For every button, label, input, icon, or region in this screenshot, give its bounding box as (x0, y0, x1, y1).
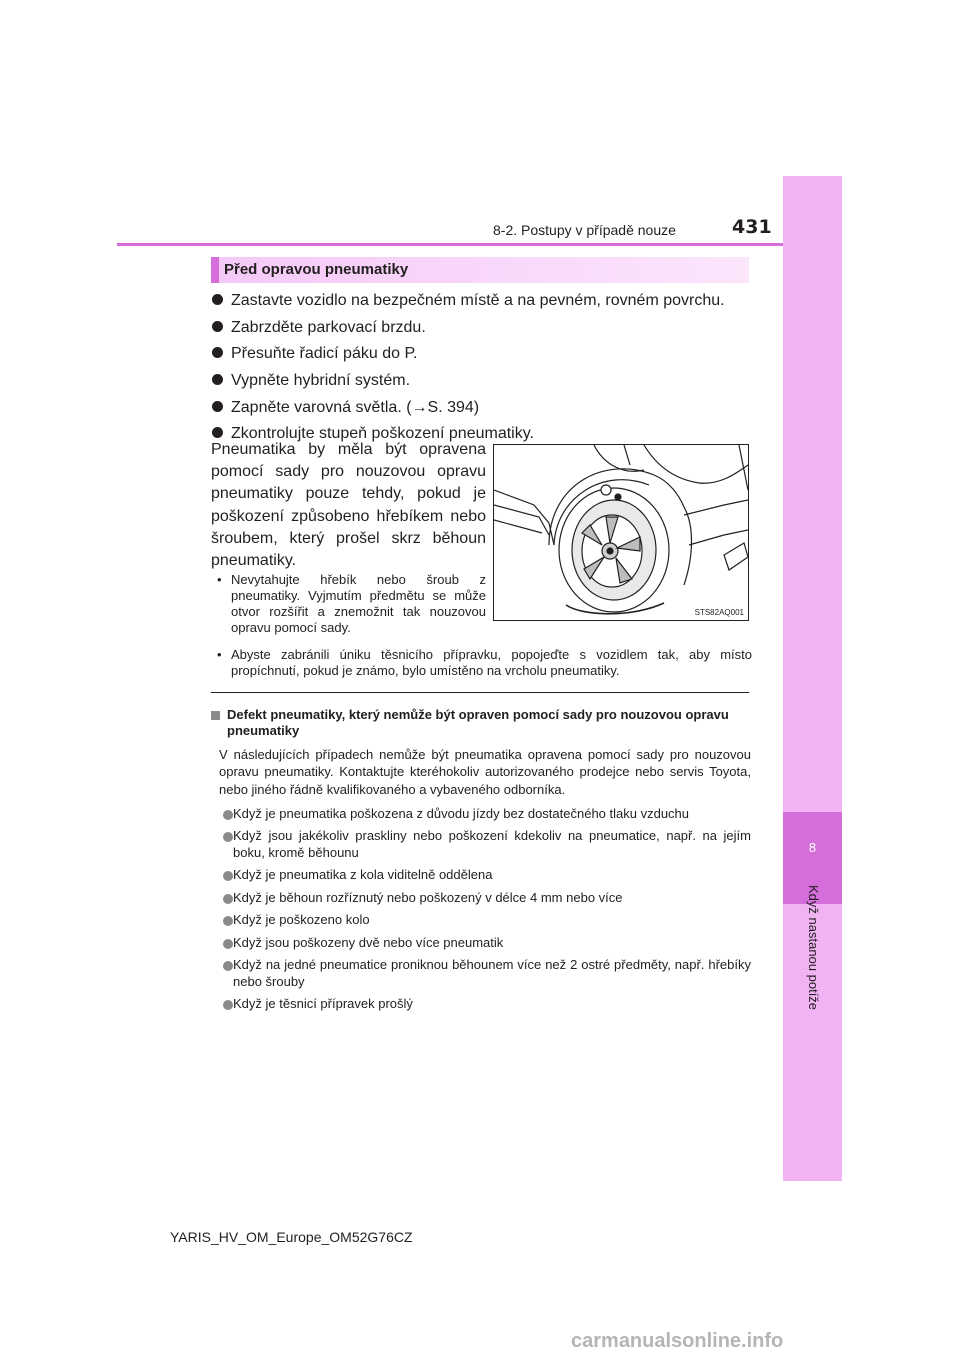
list-item: Když je pneumatika z kola viditelně oddělena (211, 867, 751, 884)
list-item: Zabrzděte parkovací brzdu. (211, 319, 756, 338)
flat-tire-drawing (494, 445, 748, 620)
subsection-body: V následujících případech nemůže být pneumatika opravena pomocí sady pro nouzovou opravu pneumatiky. Kontaktujte kteréhokoliv autorizovaného prodejce nebo servis Toyota, nebo jiného řádně kvalifikovaného a vybaveného odborníka. (219, 747, 751, 797)
bullet-icon (223, 939, 233, 949)
bullet-icon (212, 294, 223, 305)
list-item[interactable]: Zapněte varovná světla. (→S. 394) (211, 399, 756, 418)
document-code-footer: YARIS_HV_OM_Europe_OM52G76CZ (170, 1229, 413, 1245)
bullet-icon (223, 916, 233, 926)
bullet-icon (223, 832, 233, 842)
figure-code: STS82AQ001 (694, 608, 744, 617)
bullet-icon (223, 1000, 233, 1010)
bullet-icon (223, 810, 233, 820)
bullet-icon (212, 347, 223, 358)
bullet-icon (223, 961, 233, 971)
square-bullet-icon (211, 711, 220, 720)
list-item: Když jsou poškozeny dvě nebo více pneumatik (211, 935, 751, 952)
list-item: Zkontrolujte stupeň poškození pneumatiky. (211, 425, 756, 444)
list-item: Když je běhoun rozříznutý nebo poškozený v délce 4 mm nebo více (211, 890, 751, 907)
unrepairable-damage-section (211, 707, 751, 1019)
list-item: Když je poškozeno kolo (211, 912, 751, 929)
list-item: Vypněte hybridní systém. (211, 372, 756, 391)
watermark[interactable]: carmanualsonline.info (571, 1330, 784, 1352)
bullet-icon (212, 321, 223, 332)
list-item: Když je těsnicí přípravek prošlý (211, 996, 751, 1013)
page-number: 431 (732, 216, 772, 238)
bullet-icon (212, 401, 223, 412)
list-item: Přesuňte řadicí páku do P. (211, 345, 756, 364)
flat-tire-illustration (493, 444, 749, 621)
note-bullet-icon: • (217, 647, 222, 662)
unrepairable-cases-list (211, 806, 751, 1013)
bullet-icon (212, 374, 223, 385)
note-item: • Abyste zabránili úniku těsnicího přípravku, popojeďte s vozidlem tak, aby místo propíchnutí, pokud je známo, bylo umístěno na vrcholu pneumatiky. (217, 647, 752, 678)
bullet-icon (223, 894, 233, 904)
section-divider (211, 692, 749, 693)
subsection-heading: Defekt pneumatiky, který nemůže být opraven pomocí sady pro nouzovou opravu pneumatiky (211, 707, 751, 739)
section-heading-marker (211, 257, 219, 283)
bullet-icon (223, 871, 233, 881)
preparation-steps (211, 292, 756, 452)
note-item: • Nevytahujte hřebík nebo šroub z pneumatiky. Vyjmutím předmětu se může otvor rozšířit a znemožnit tak nouzovou opravu pomocí sady. (217, 572, 486, 635)
header-section-title: 8-2. Postupy v případě nouze (493, 222, 676, 238)
chapter-title: Když nastanou potíže (806, 885, 821, 1011)
repair-condition-paragraph: Pneumatika by měla být opravena pomocí sady pro nouzovou opravu pneumatiky pouze tehdy, pokud je poškození způsobeno hřebíkem nebo šroubem, který prošel skrz běhoun pneumatiky. (211, 441, 486, 570)
section-heading: Před opravou pneumatiky (224, 261, 409, 278)
list-item: Když jsou jakékoliv praskliny nebo poškození kdekoliv na pneumatice, např. na jejím boku, kromě běhounu (211, 828, 751, 861)
chapter-title-vertical (799, 885, 829, 1035)
list-item: Když je pneumatika poškozena z důvodu jízdy bez dostatečného tlaku vzduchu (211, 806, 751, 823)
chapter-number: 8 (808, 840, 817, 855)
list-item: Zastavte vozidlo na bezpečném místě a na pevném, rovném povrchu. (211, 292, 756, 311)
note-bullet-icon: • (217, 572, 222, 587)
header-rule (117, 243, 783, 246)
bullet-icon (212, 427, 223, 438)
list-item: Když na jedné pneumatice proniknou běhounem více než 2 ostré předměty, např. hřebíky nebo šrouby (211, 957, 751, 990)
